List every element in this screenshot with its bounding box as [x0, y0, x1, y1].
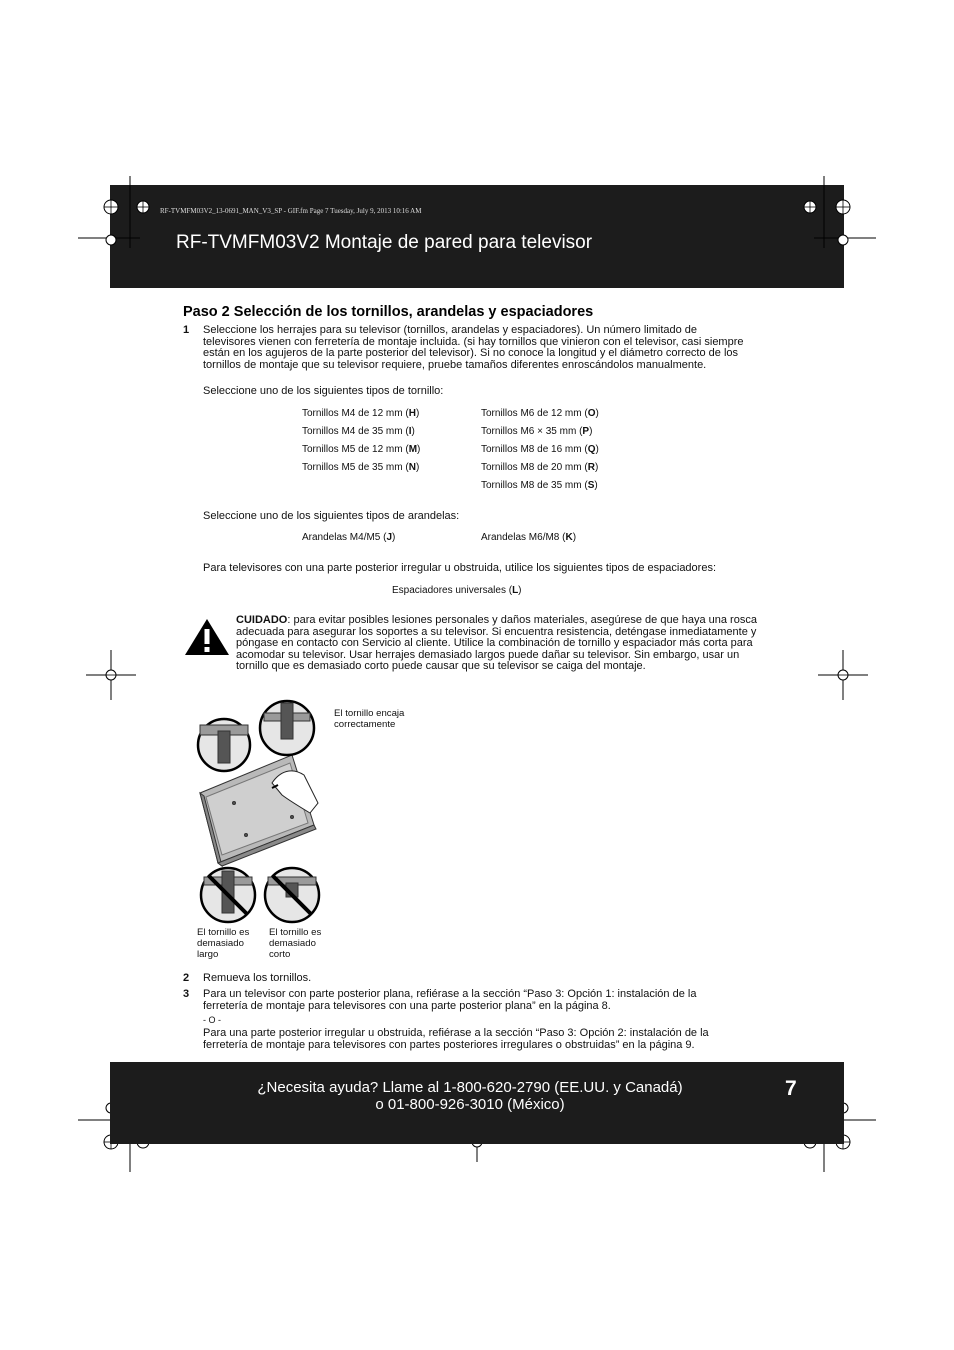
item-1-number: 1: [183, 324, 190, 336]
washer-item: Arandelas M4/M5 (J): [302, 532, 396, 543]
caption-too-long: El tornillo es demasiado largo: [197, 927, 250, 960]
caution-text: [183, 615, 759, 673]
caption-too-short: El tornillo es demasiado corto: [269, 927, 322, 960]
item-2-number: 2: [183, 972, 190, 984]
item-3-or: - O -: [203, 1015, 221, 1025]
item-1-text: Seleccione los herrajes para su televisor (tornillos, arandelas y espaciadores). Un número limitado de televisores vienen con ferretería de montaje incluida. (si hay tornillos que vinieron con el televisor, casi siempre están en los agujeros de la parte posterior del televisor). Si no conoce la longitud y el diámetro correcto de los tornillos de montaje que su televisor requiere, pruebe tamaños diferentes enroscándolos manualmente.: [203, 324, 744, 371]
page-title: RF-TVMFM03V2 Montaje de pared para televisor: [176, 232, 593, 253]
caution-body: : para evitar posibles lesiones personales y daños materiales, asegúrese de que haya una rosca adecuada para asegurar los soportes a su televisor. Si encuentra resistencia, deténgase inmediatamente y póngase en contacto con Servicio al cliente. Utilice la combinación de tornillo y espaciador más corta para acomodar su televisor. Usar herrajes demasiado largos puede dañar su televisor. Sin embargo, usar un tornillo que es demasiado corto puede causar que su televisor se caiga del montaje.: [236, 614, 757, 673]
washer-item: Arandelas M6/M8 (K): [481, 532, 577, 543]
screw-item: Tornillos M5 de 35 mm (N): [302, 462, 420, 473]
spacers-intro: Para televisores con una parte posterior irregular u obstruida, utilice los siguientes tipos de espaciadores:: [203, 562, 717, 574]
screw-item: Tornillos M4 de 12 mm (H): [302, 408, 420, 419]
spacer-item: Espaciadores universales (L): [392, 585, 522, 596]
page-number: 7: [785, 1077, 797, 1100]
caption-correct: El tornillo encaja correctamente: [334, 708, 405, 730]
item-3-number: 3: [183, 988, 190, 1000]
screw-item: Tornillos M6 × 35 mm (P): [481, 426, 593, 437]
screw-item: Tornillos M4 de 35 mm (I): [302, 426, 415, 437]
item-3-text-b: Para una parte posterior irregular u obstruida, refiérase a la sección “Paso 3: Opción 2: instalación de la ferretería de montaje para televisores con partes posteriores irregulares o obstruidas” en la página 9.: [203, 1027, 709, 1051]
screw-item: Tornillos M8 de 16 mm (Q): [481, 444, 599, 455]
caution-label: CUIDADO: [236, 614, 288, 626]
print-slug: RF-TVMFM03V2_13-0691_MAN_V3_SP - GIF.fm Page 7 Tuesday, July 9, 2013 10:16 AM: [160, 207, 422, 215]
screw-item: Tornillos M5 de 12 mm (M): [302, 444, 421, 455]
step-heading: Paso 2 Selección de los tornillos, arandelas y espaciadores: [183, 304, 594, 320]
screw-fit-illustration: [192, 695, 332, 925]
washers-intro: Seleccione uno de los siguientes tipos de arandelas:: [203, 510, 460, 522]
item-2-text: Remueva los tornillos.: [203, 972, 312, 984]
screw-item: Tornillos M8 de 20 mm (R): [481, 462, 599, 473]
screw-item: Tornillos M6 de 12 mm (O): [481, 408, 599, 419]
screw-item: Tornillos M8 de 35 mm (S): [481, 480, 598, 491]
screws-intro: Seleccione uno de los siguientes tipos de tornillo:: [203, 385, 444, 397]
item-3-text-a: Para un televisor con parte posterior plana, refiérase a la sección “Paso 3: Opción 1: instalación de la ferretería de montaje para televisores con una parte posterior plana” en la página 8.: [203, 988, 697, 1012]
help-line-1: ¿Necesita ayuda? Llame al 1-800-620-2790 (EE.UU. y Canadá): [257, 1079, 683, 1096]
help-line-2: o 01-800-926-3010 (México): [375, 1096, 565, 1113]
